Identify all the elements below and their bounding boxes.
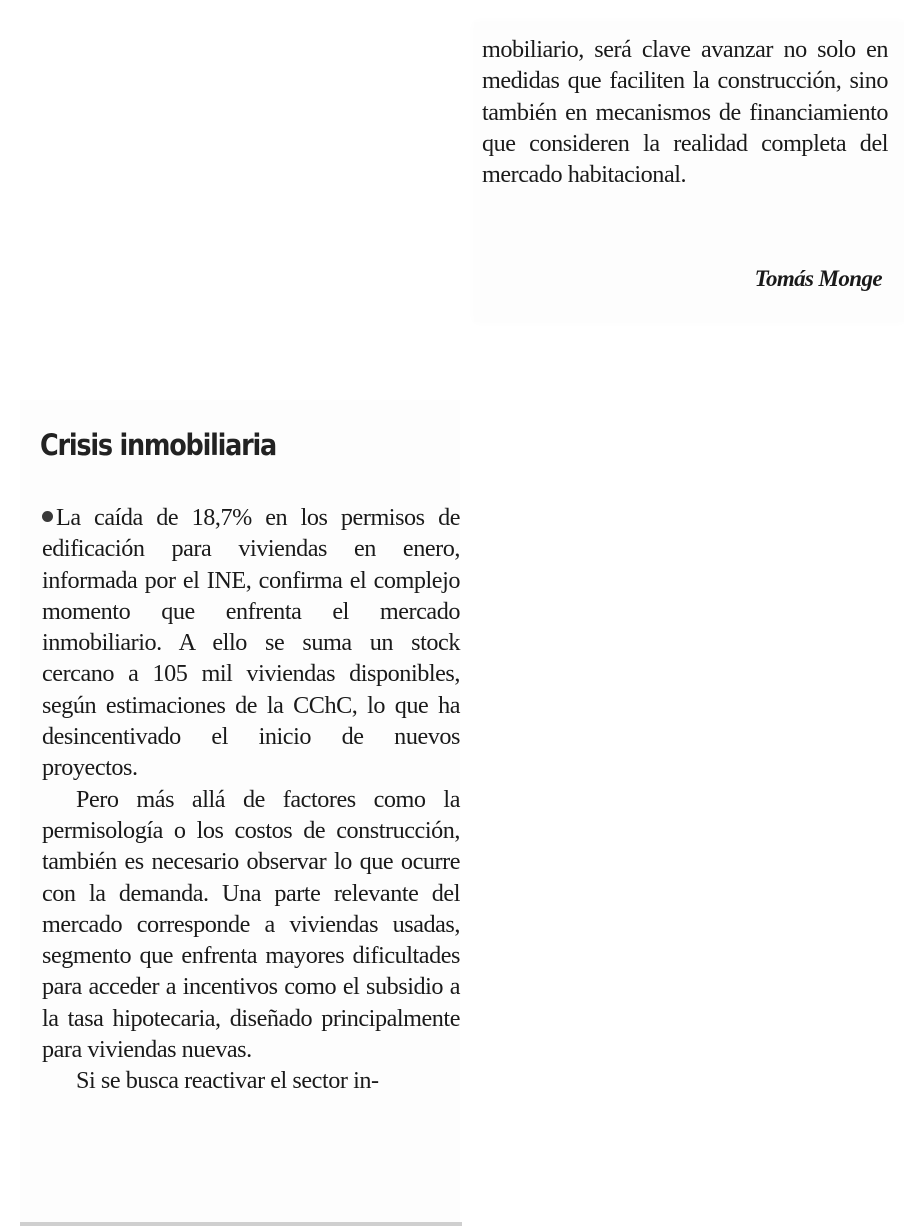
section-title: Crisis inmobiliaria (40, 428, 277, 462)
letter-paragraph-1-text: La caída de 18,7% en los permisos de edificación para viviendas en enero, informada por el INE, confirma el complejo momento que enfrenta el mercado inmobiliario. A ello se suma un stock cercano a 105 mil viviendas disponibles, según estimaciones de la CChC, lo que ha desincentivado el inicio de nuevos proyectos. (42, 504, 460, 782)
letter-paragraph-3: Si se busca reactivar el sector in- (76, 1067, 379, 1095)
letter-paragraph-1 (42, 502, 460, 784)
top-column-clipping (474, 22, 904, 322)
bottom-divider (20, 1222, 462, 1226)
letter-body (42, 502, 460, 1097)
letter-paragraph-2: Pero más allá de factores como la permisología o los costos de construcción, también es necesario observar lo que ocurre con la demanda. Una parte relevante del mercado corresponde a viviendas usadas, segmento que enfrenta mayores dificultades para acceder a incentivos como el subsidio a la tasa hipotecaria, diseñado principalmente para viviendas nuevas. (42, 785, 460, 1064)
bullet-icon (42, 511, 53, 522)
continuation-paragraph: mobiliario, será clave avanzar no solo en medidas que faciliten la construcción, sino también en mecanismos de financiamiento que consideren la realidad completa del mercado habitacional. (482, 36, 888, 189)
letter-clipping (20, 400, 460, 1226)
author-signature: Tomás Monge (754, 266, 882, 291)
